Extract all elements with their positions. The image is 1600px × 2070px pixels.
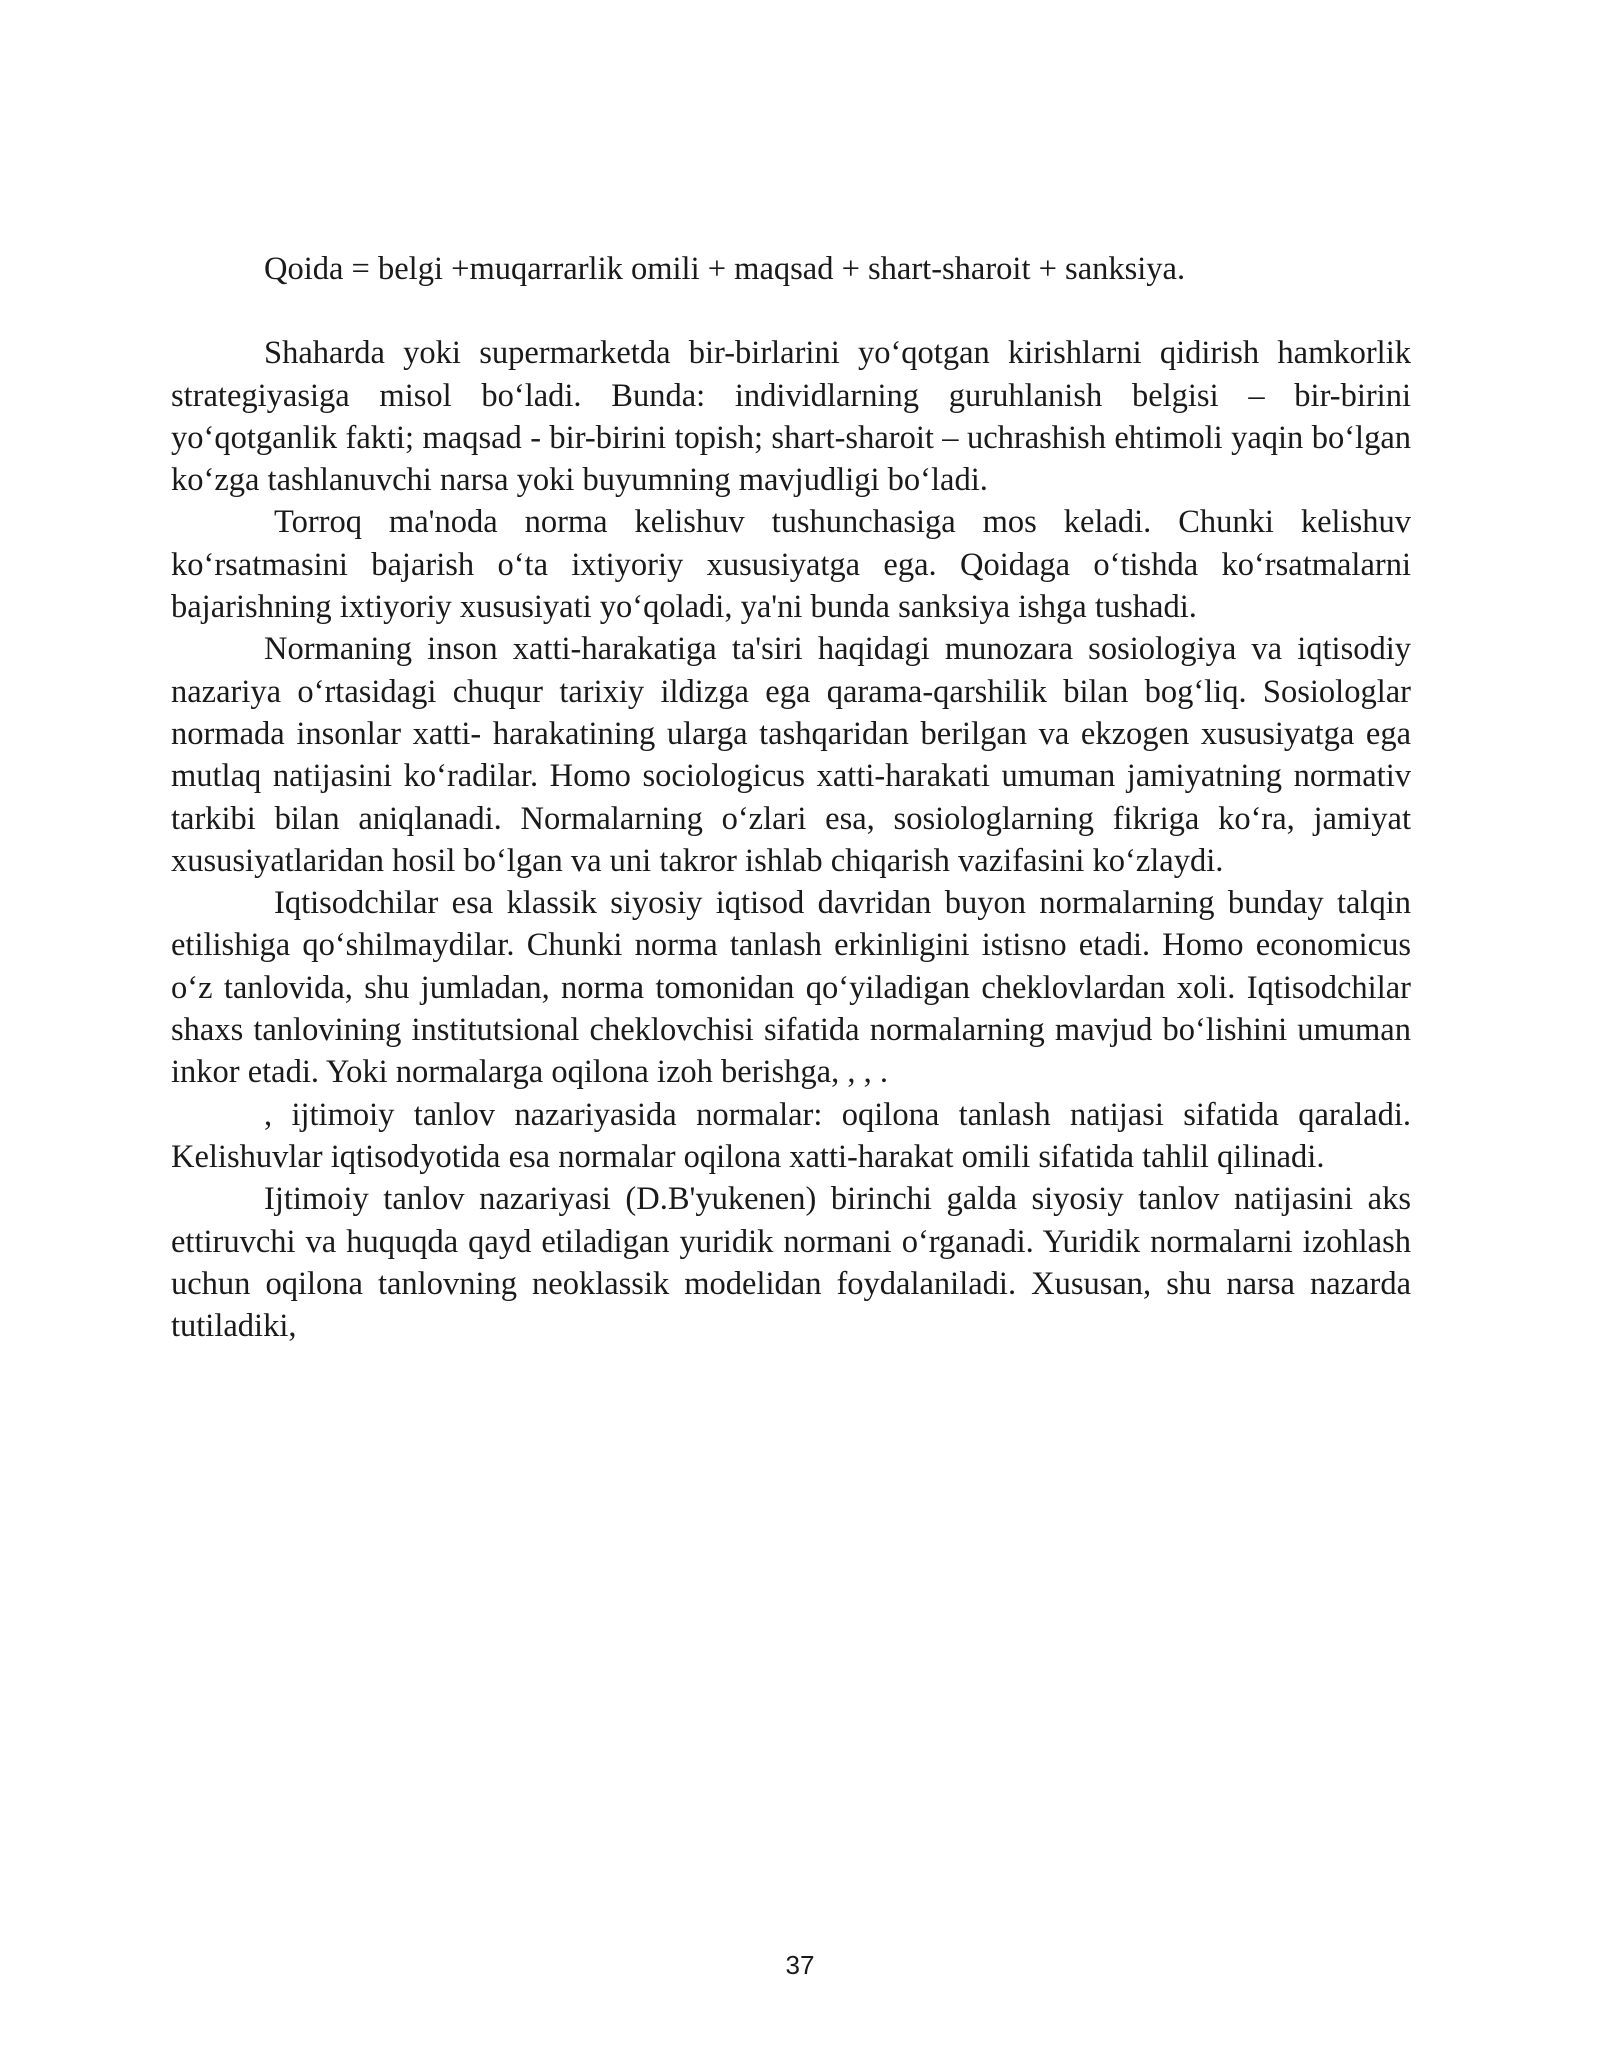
paragraph-sociology-debate: Normaning inson xatti-harakatiga ta'siri haqidagi munozara sosiologiya va iqtisodiy nazariya o‘rtasidagi chuqur tarixiy ildizga ega qarama-qarshilik bilan bog‘liq. Sosiologlar normada insonlar xatti- harakatining ularga tashqaridan berilgan va ekzogen xususiyatga ega mutlaq natijasini ko‘radilar. Homo sociologicus xatti-harakati umuman jamiyatning normativ tarkibi bilan aniqlanadi. Normalarning o‘zlari esa, sosiologlarning fikriga ko‘ra, jamiyat xususiyatlaridan hosil bo‘lgan va uni takror ishlab chiqarish vazifasini ko‘zlaydi. [171, 631, 1411, 879]
rule-formula: Qoida = belgi +muqarrarlik omili + maqsad + shart-sharoit + sanksiya. [264, 251, 1186, 287]
paragraph-cooperation-example: Shaharda yoki supermarketda bir-birlarini yo‘qotgan kirishlarni qidirish hamkorlik strategiyasiga misol bo‘ladi. Bunda: individlarning guruhlanish belgisi – bir-birini yo‘qotganlik fakti; maqsad - bir-birini topish; shart-sharoit – uchrashish ehtimoli yaqin bo‘lgan ko‘zga tashlanuvchi narsa yoki buyumning mavjudligi bo‘ladi. [171, 335, 1411, 499]
paragraph-norm-agreement: Torroq ma'noda norma kelishuv tushunchasiga mos keladi. Chunki kelishuv ko‘rsatmasini bajarish o‘ta ixtiyoriy xususiyatga ega. Qoidaga o‘tishda ko‘rsatmalarni bajarishning ixtiyoriy xususiyati yo‘qoladi, ya'ni bunda sanksiya ishga tushadi. [171, 504, 1411, 626]
paragraph-public-choice-theory: Ijtimoiy tanlov nazariyasi (D.B'yukenen) birinchi galda siyosiy tanlov natijasini aks ettiruvchi va huquqda qayd etiladigan yuridik normani o‘rganadi. Yuridik normalarni izohlash uchun oqilona tanlovning neoklassik modelidan foydalaniladi. Xususan, shu narsa nazarda tutiladiki, [171, 1181, 1411, 1345]
paragraph-social-choice: , ijtimoiy tanlov nazariyasida normalar: oqilona tanlash natijasi sifatida qaraladi. Kelishuvlar iqtisodyotida esa normalar oqilona xatti-harakat omili sifatida tahlil qilinadi. [171, 1096, 1411, 1175]
page-body [171, 248, 1411, 1347]
page-number: 37 [785, 1950, 815, 1980]
paragraph-economists-view: Iqtisodchilar esa klassik siyosiy iqtisod davridan buyon normalarning bunday talqin etilishiga qo‘shilmaydilar. Chunki norma tanlash erkinligini istisno etadi. Homo economicus o‘z tanlovida, shu jumladan, norma tomonidan qo‘yiladigan cheklovlardan xoli. Iqtisodchilar shaxs tanlovining institutsional cheklovchisi sifatida normalarning mavjud bo‘lishini umuman inkor etadi. Yoki normalarga oqilona izoh berishga, , , . [171, 885, 1411, 1091]
